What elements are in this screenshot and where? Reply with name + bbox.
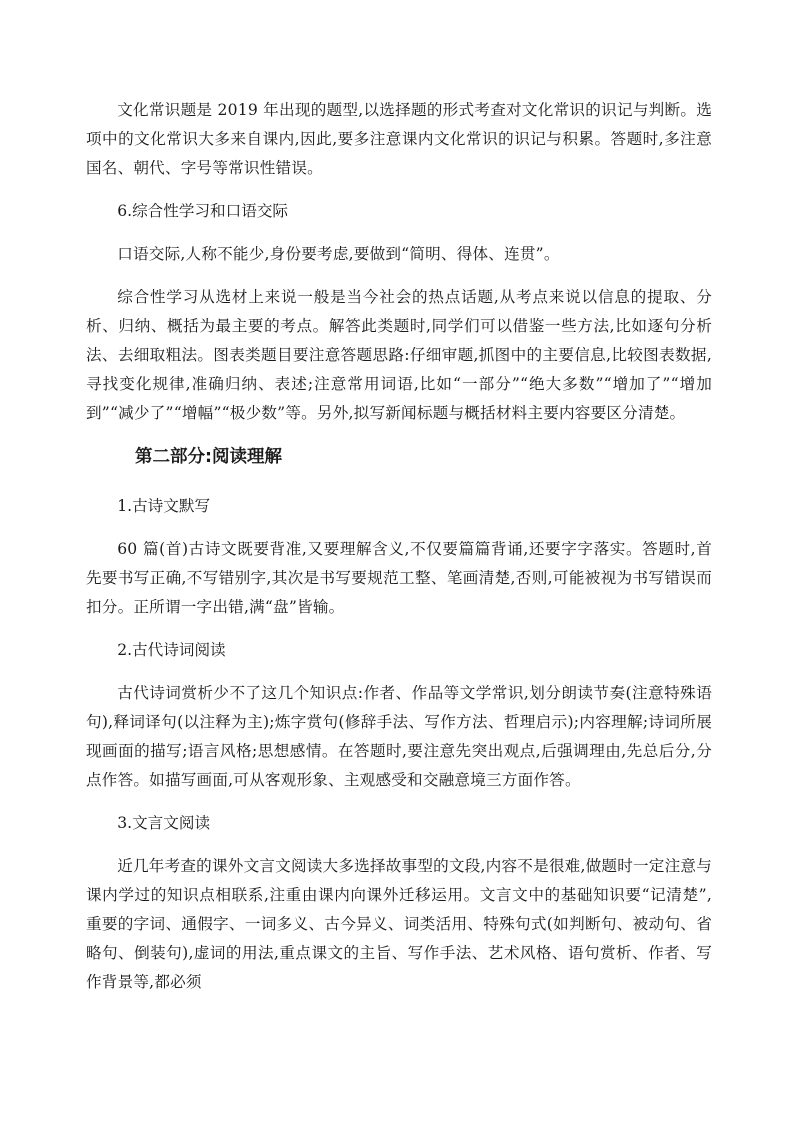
paragraph-comprehensive-learning: 综合性学习从选材上来说一般是当今社会的热点话题,从考点来说以信息的提取、分析、归纳、概括为最主要的考点。解答此类题时,同学们可以借鉴一些方法,比如逐句分析法、去细取粗法。图表类题目要注意答题思路:仔细审题,抓图中的主要信息,比较图表数据,寻找变化规律,准确归纳、表述;注意常用词语,比如“一部分”“绝大多数”“增加了”“增加到”“减少了”“增幅”“极少数”等。另外,拟写新闻标题与概括材料主要内容要区分清楚。 (86, 288, 712, 422)
section-heading-ancient-poetry: 2.古代诗词阅读 (117, 641, 226, 659)
section-heading-comprehensive-learning: 6.综合性学习和口语交际 (117, 202, 289, 220)
part-heading-reading: 第二部分:阅读理解 (135, 447, 282, 467)
paragraph-ancient-poetry: 古代诗词赏析少不了这几个知识点:作者、作品等文学常识,划分朗读节奏(注意特殊语句),释词译句(以注释为主);炼字赏句(修辞手法、写作方法、哲理启示);内容理解;诗词所展现画面的描写;语言风格;思想感情。在答题时,要注意先突出观点,后强调理由,先总后分,分点作答。如描写画面,可从客观形象、主观感受和交融意境三方面作答。 (86, 684, 712, 789)
section-heading-poetry-dictation: 1.古诗文默写 (117, 497, 211, 515)
paragraph-oral-communication: 口语交际,人称不能少,身份要考虑,要做到“简明、得体、连贯”。 (117, 245, 560, 263)
paragraph-classical-chinese: 近几年考查的课外文言文阅读大多选择故事型的文段,内容不是很难,做题时一定注意与课内学过的知识点相联系,注重由课内向课外迁移运用。文言文中的基础知识要“记清楚”,重要的字词、通假字、一词多义、古今异义、词类活用、特殊句式(如判断句、被动句、省略句、倒装句),虚词的用法,重点课文的主旨、写作手法、艺术风格、语句赏析、作者、写作背景等,都必须 (86, 857, 712, 991)
paragraph-poetry-dictation: 60 篇(首)古诗文既要背准,又要理解含义,不仅要篇篇背诵,还要字字落实。答题时,首先要书写正确,不写错别字,其次是书写要规范工整、笔画清楚,否则,可能被视为书写错误而扣分。正所谓一字出错,满“盘”皆输。 (86, 540, 712, 616)
paragraph-culture-knowledge: 文化常识题是 2019 年出现的题型,以选择题的形式考查对文化常识的识记与判断。选项中的文化常识大多来自课内,因此,要多注意课内文化常识的识记与积累。答题时,多注意国名、朝代、字号等常识性错误。 (86, 101, 712, 177)
section-heading-classical-chinese: 3.文言文阅读 (117, 814, 211, 832)
document-page (86, 96, 712, 1011)
